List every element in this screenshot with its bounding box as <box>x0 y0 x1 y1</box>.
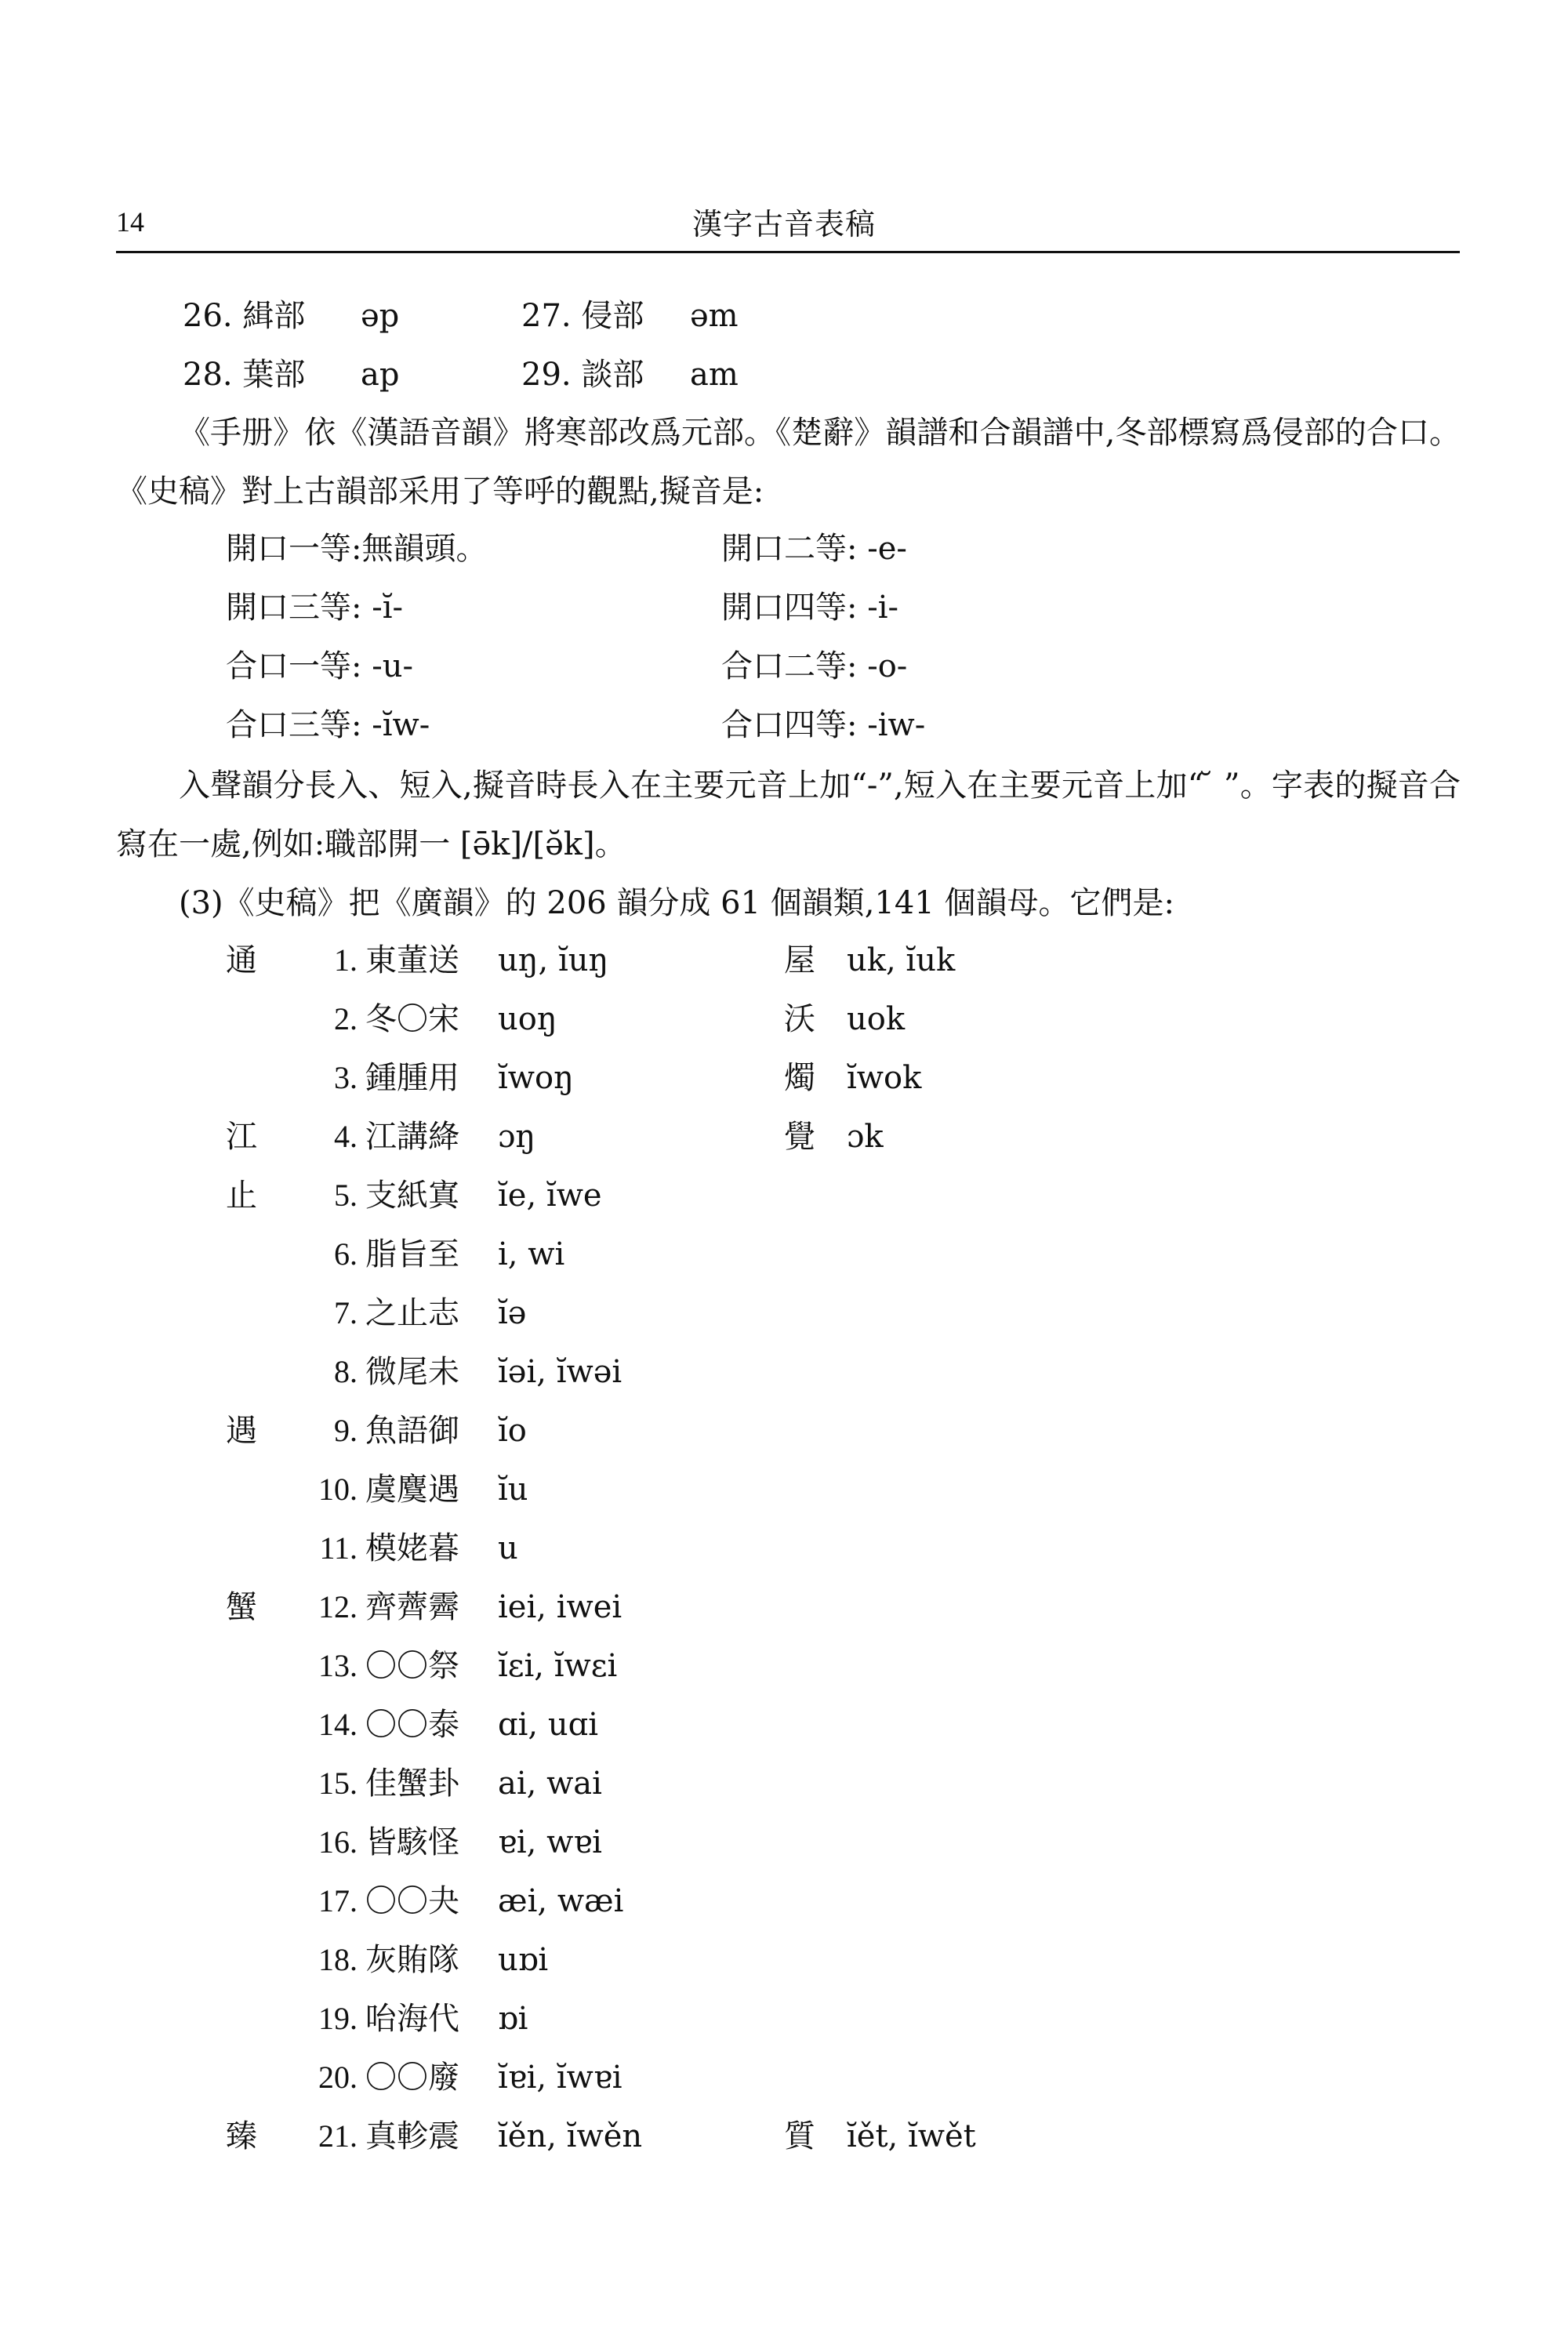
rhyme-chars: 佳蟹卦 <box>365 1766 459 1802</box>
rhyme-number: 17. <box>318 1883 358 1918</box>
rhyme-number: 16. <box>318 1824 358 1860</box>
rhyme-chars: 微尾未 <box>365 1354 459 1390</box>
rhyme-chars: 真軫震 <box>365 2118 459 2154</box>
medial-row <box>721 531 907 567</box>
rhyme-reconstruction: iei, iwei <box>498 1589 622 1625</box>
rhyme-chars: 脂旨至 <box>365 1236 459 1272</box>
entering-tone-reconstruction: ĭět, ĭwět <box>847 2118 976 2154</box>
paragraph: 《手册》依《漢語音韻》將寒部改爲元部。《楚辭》韻譜和合韻譜中,冬部標寫爲侵部的合口。《史稿》對上古韻部采用了等呼的觀點,擬音是: <box>116 415 1461 510</box>
medial-row <box>721 648 908 684</box>
header-rule <box>116 251 1460 253</box>
rhyme-number: 11. <box>319 1530 358 1566</box>
rhyme-reconstruction: ai, wai <box>498 1766 602 1802</box>
rhyme-number: 2. <box>334 1001 358 1036</box>
rhyme-number: 5. <box>334 1178 358 1213</box>
rhyme-reconstruction: ɐi, wɐi <box>498 1824 602 1860</box>
rhyme-chars: 魚語御 <box>365 1413 459 1449</box>
rhyme-reconstruction: ĭɛi, ĭwɛi <box>498 1648 618 1684</box>
paragraph: 入聲韻分長入、短入,擬音時長入在主要元音上加“-”,短入在主要元音上加“ ̆ ”。字表的擬音合寫在一處,例如:職部開一 [ə̄k]/[ə̆k]。 <box>116 768 1461 862</box>
rhyme-reconstruction: ĭe, ĭwe <box>498 1178 602 1214</box>
medial-label: 合口一等: <box>226 648 362 684</box>
medial-value: -ĭw- <box>361 707 430 743</box>
medial-row <box>226 590 404 626</box>
rhyme-reconstruction: ɒi <box>498 2001 528 2037</box>
rhyme-chars: 冬〇宋 <box>365 1001 459 1037</box>
entering-tone-char: 質 <box>784 2118 815 2154</box>
rhyme-number: 21. <box>318 2118 358 2154</box>
medial-value: -i- <box>857 590 899 626</box>
page-number: 14 <box>116 206 144 238</box>
medial-label: 開口二等: <box>721 531 858 567</box>
rhyme-chars: 咍海代 <box>365 2001 459 2037</box>
medial-row <box>226 648 413 684</box>
entering-tone-char: 屋 <box>784 942 815 978</box>
rhyme-reconstruction: ĭə <box>498 1295 527 1331</box>
rhyme-chars: 〇〇泰 <box>365 1707 459 1743</box>
medial-label: 合口四等: <box>721 707 858 743</box>
rhyme-reconstruction: u <box>498 1530 518 1566</box>
medial-value: -ĭ- <box>361 590 404 626</box>
rhyme-group-label: 蟹 <box>226 1589 257 1625</box>
medial-value: -u- <box>361 648 413 684</box>
rhyme-group-label: 遇 <box>226 1413 257 1449</box>
section-label: 29. 談部 <box>521 357 644 393</box>
entering-tone-reconstruction: ɔk <box>847 1119 884 1155</box>
rhyme-chars: 齊薺霽 <box>365 1589 459 1625</box>
rhyme-number: 4. <box>334 1119 358 1154</box>
rhyme-reconstruction: ĭwoŋ <box>498 1060 574 1096</box>
section-value: am <box>690 357 739 393</box>
rhyme-chars: 皆駭怪 <box>365 1824 459 1860</box>
rhyme-chars: 江講絳 <box>365 1119 459 1155</box>
rhyme-reconstruction: ĭəi, ĭwəi <box>498 1354 622 1390</box>
rhyme-reconstruction: ĭěn, ĭwěn <box>498 2118 643 2154</box>
rhyme-reconstruction: i, wi <box>498 1236 565 1272</box>
entering-tone-char: 燭 <box>784 1060 815 1096</box>
rhyme-number: 7. <box>334 1295 358 1330</box>
rhyme-chars: 灰賄隊 <box>365 1942 459 1978</box>
rhyme-chars: 模姥暮 <box>365 1530 459 1566</box>
rhyme-group-label: 通 <box>226 942 257 978</box>
rhyme-number: 6. <box>334 1236 358 1272</box>
medial-label: 開口四等: <box>721 590 858 626</box>
rhyme-chars: 虞麌遇 <box>365 1472 459 1508</box>
medial-label: 合口三等: <box>226 707 362 743</box>
rhyme-group-label: 止 <box>226 1178 257 1214</box>
rhyme-group-label: 臻 <box>226 2118 257 2154</box>
medial-value: -o- <box>857 648 908 684</box>
rhyme-group-label: 江 <box>226 1119 257 1155</box>
rhyme-chars: 支紙寘 <box>365 1178 459 1214</box>
medial-row <box>721 707 926 743</box>
rhyme-chars: 之止志 <box>365 1295 459 1331</box>
medial-value: -iw- <box>857 707 926 743</box>
rhyme-number: 13. <box>318 1648 358 1683</box>
rhyme-reconstruction: uŋ, ĭuŋ <box>498 942 609 978</box>
rhyme-number: 3. <box>334 1060 358 1095</box>
medial-value: 無韻頭。 <box>361 531 488 567</box>
entering-tone-reconstruction: ĭwok <box>847 1060 922 1096</box>
section-label: 27. 侵部 <box>521 298 644 334</box>
rhyme-reconstruction: æi, wæi <box>498 1883 624 1919</box>
medial-row <box>721 590 899 626</box>
medial-label: 合口二等: <box>721 648 858 684</box>
medial-label: 開口三等: <box>226 590 362 626</box>
rhyme-reconstruction: uoŋ <box>498 1001 557 1037</box>
section-label: 26. 緝部 <box>183 298 306 334</box>
section-value: ap <box>361 357 400 393</box>
section-value: əp <box>361 298 400 334</box>
rhyme-reconstruction: uɒi <box>498 1942 549 1978</box>
rhyme-reconstruction: ĭo <box>498 1413 527 1449</box>
rhyme-chars: 東董送 <box>365 942 459 978</box>
rhyme-number: 12. <box>318 1589 358 1624</box>
rhyme-reconstruction: ĭu <box>498 1472 528 1508</box>
rhyme-reconstruction: ĭɐi, ĭwɐi <box>498 2060 622 2096</box>
rhyme-chars: 鍾腫用 <box>365 1060 459 1096</box>
rhyme-chars: 〇〇祭 <box>365 1648 459 1684</box>
rhyme-reconstruction: ɑi, uɑi <box>498 1707 598 1743</box>
rhyme-number: 20. <box>318 2060 358 2095</box>
section-label: 28. 葉部 <box>183 357 306 393</box>
rhyme-number: 14. <box>318 1707 358 1742</box>
medial-label: 開口一等: <box>226 531 362 567</box>
entering-tone-char: 覺 <box>784 1119 815 1155</box>
running-title: 漢字古音表稿 <box>691 207 876 241</box>
rhyme-number: 19. <box>318 2001 358 2036</box>
medial-row <box>226 531 488 567</box>
rhyme-chars: 〇〇夬 <box>365 1883 459 1919</box>
entering-tone-reconstruction: uok <box>847 1001 906 1037</box>
rhyme-number: 9. <box>334 1413 358 1448</box>
medial-value: -e- <box>857 531 907 567</box>
rhyme-number: 10. <box>318 1472 358 1507</box>
rhyme-number: 1. <box>334 942 358 978</box>
rhyme-number: 8. <box>334 1354 358 1389</box>
rhyme-number: 15. <box>318 1766 358 1801</box>
section-value: əm <box>690 298 739 334</box>
rhyme-reconstruction: ɔŋ <box>498 1119 536 1155</box>
entering-tone-char: 沃 <box>784 1001 815 1037</box>
rhyme-number: 18. <box>318 1942 358 1977</box>
paragraph: (3)《史稿》把《廣韻》的 206 韻分成 61 個韻類,141 個韻母。它們是: <box>179 885 1175 921</box>
entering-tone-reconstruction: uk, ĭuk <box>847 942 956 978</box>
medial-row <box>226 707 430 743</box>
rhyme-chars: 〇〇廢 <box>365 2060 459 2096</box>
